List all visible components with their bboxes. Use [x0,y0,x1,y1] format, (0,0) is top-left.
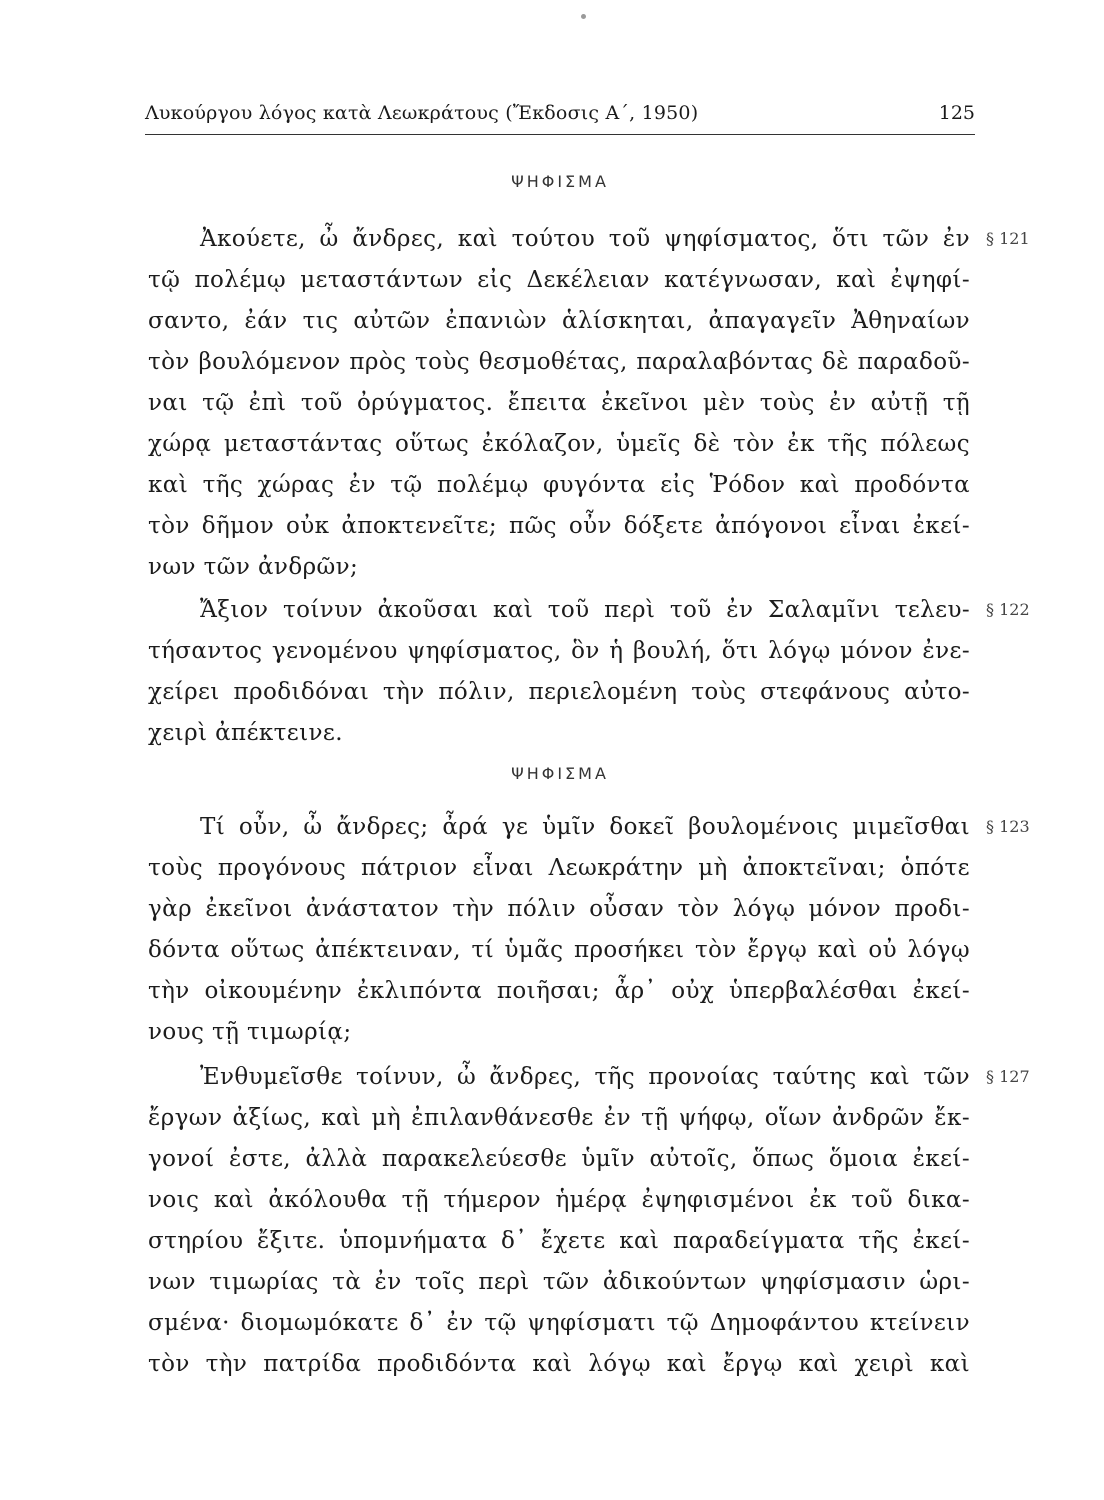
text-line: χειρὶ ἀπέκτεινε. [148,720,343,746]
text-line: τῷ πολέμῳ μεταστάντων εἰς Δεκέλειαν κατέγνωσαν, καὶ ἐψηφί- [148,267,970,293]
text-line: σμένα· διομωμόκατε δ᾽ ἐν τῷ ψηφίσματι τῷ Δημοφάντου κτείνειν [148,1310,970,1336]
text-line: στηρίου ἔξιτε. ὑπομνήματα δ᾽ ἔχετε καὶ παραδείγματα τῆς ἐκεί- [148,1228,970,1254]
text-line: σαντο, ἐάν τις αὐτῶν ἐπανιὼν ἁλίσκηται, ἀπαγαγεῖν Ἀθηναίων [148,308,970,334]
text-line: τὸν τὴν πατρίδα προδιδόντα καὶ λόγῳ καὶ ἔργῳ καὶ χειρὶ καὶ [148,1351,970,1377]
text-line: Ἐνθυμεῖσθε τοίνυν, ὦ ἄνδρες, τῆς προνοίας ταύτης καὶ τῶν [200,1064,970,1090]
text-line: νοις καὶ ἀκόλουθα τῇ τήμερον ἡμέρᾳ ἐψηφισμένοι ἐκ τοῦ δικα- [148,1187,970,1213]
section-heading: ΨΗΦΙΣΜΑ [511,764,609,783]
text-line: τήσαντος γενομένου ψηφίσματος, ὃν ἡ βουλή, ὅτι λόγῳ μόνον ἐνε- [148,638,970,664]
header-title: Λυκούργου λόγος κατὰ Λεωκράτους (Ἔκδοσις Α΄, 1950) [145,102,699,124]
page-number: 125 [938,102,975,124]
text-line: Ἄξιον τοίνυν ἀκοῦσαι καὶ τοῦ περὶ τοῦ ἐν Σαλαμῖνι τελευ- [200,597,970,623]
text-line: Τί οὖν, ὦ ἄνδρες; ἆρά γε ὑμῖν δοκεῖ βουλομένοις μιμεῖσθαι [200,814,970,840]
text-line: Ἀκούετε, ὦ ἄνδρες, καὶ τούτου τοῦ ψηφίσματος, ὅτι τῶν ἐν [200,226,970,252]
text-line: ναι τῷ ἐπὶ τοῦ ὀρύγματος. ἔπειτα ἐκεῖνοι μὲν τοὺς ἐν αὐτῇ τῇ [148,390,970,416]
running-header [145,98,975,135]
scan-speck [581,14,586,19]
section-marker: § 127 [986,1067,1030,1086]
section-marker: § 122 [986,600,1030,619]
text-line: νων τιμωρίας τὰ ἐν τοῖς περὶ τῶν ἀδικούντων ψηφίσμασιν ὡρι- [148,1269,970,1295]
text-line: νους τῇ τιμωρίᾳ; [148,1019,352,1045]
text-line: τὸν δῆμον οὐκ ἀποκτενεῖτε; πῶς οὖν δόξετε ἀπόγονοι εἶναι ἐκεί- [148,513,970,539]
text-line: γονοί ἐστε, ἀλλὰ παρακελεύεσθε ὑμῖν αὐτοῖς, ὅπως ὅμοια ἐκεί- [148,1146,970,1172]
section-marker: § 121 [986,229,1030,248]
text-line: ἔργων ἀξίως, καὶ μὴ ἐπιλανθάνεσθε ἐν τῇ ψήφῳ, οἵων ἀνδρῶν ἔκ- [148,1105,970,1131]
text-line: τοὺς προγόνους πάτριον εἶναι Λεωκράτην μὴ ἀποκτεῖναι; ὁπότε [148,855,970,881]
text-line: τὸν βουλόμενον πρὸς τοὺς θεσμοθέτας, παραλαβόντας δὲ παραδοῦ- [148,349,970,375]
text-line: καὶ τῆς χώρας ἐν τῷ πολέμῳ φυγόντα εἰς Ῥόδον καὶ προδόντα [148,472,970,498]
section-marker: § 123 [986,817,1030,836]
text-line: χώρᾳ μεταστάντας οὕτως ἐκόλαζον, ὑμεῖς δὲ τὸν ἐκ τῆς πόλεως [148,431,970,457]
text-line: γὰρ ἐκεῖνοι ἀνάστατον τὴν πόλιν οὖσαν τὸν λόγῳ μόνον προδι- [148,896,970,922]
text-line: νων τῶν ἀνδρῶν; [148,554,359,580]
text-line: δόντα οὕτως ἀπέκτειναν, τί ὑμᾶς προσήκει τὸν ἔργῳ καὶ οὐ λόγῳ [148,937,970,963]
text-line: τὴν οἰκουμένην ἐκλιπόντα ποιῆσαι; ἆρ᾽ οὐχ ὑπερβαλέσθαι ἐκεί- [148,978,970,1004]
section-heading: ΨΗΦΙΣΜΑ [511,172,609,191]
text-line: χείρει προδιδόναι τὴν πόλιν, περιελομένη τοὺς στεφάνους αὐτο- [148,679,970,705]
